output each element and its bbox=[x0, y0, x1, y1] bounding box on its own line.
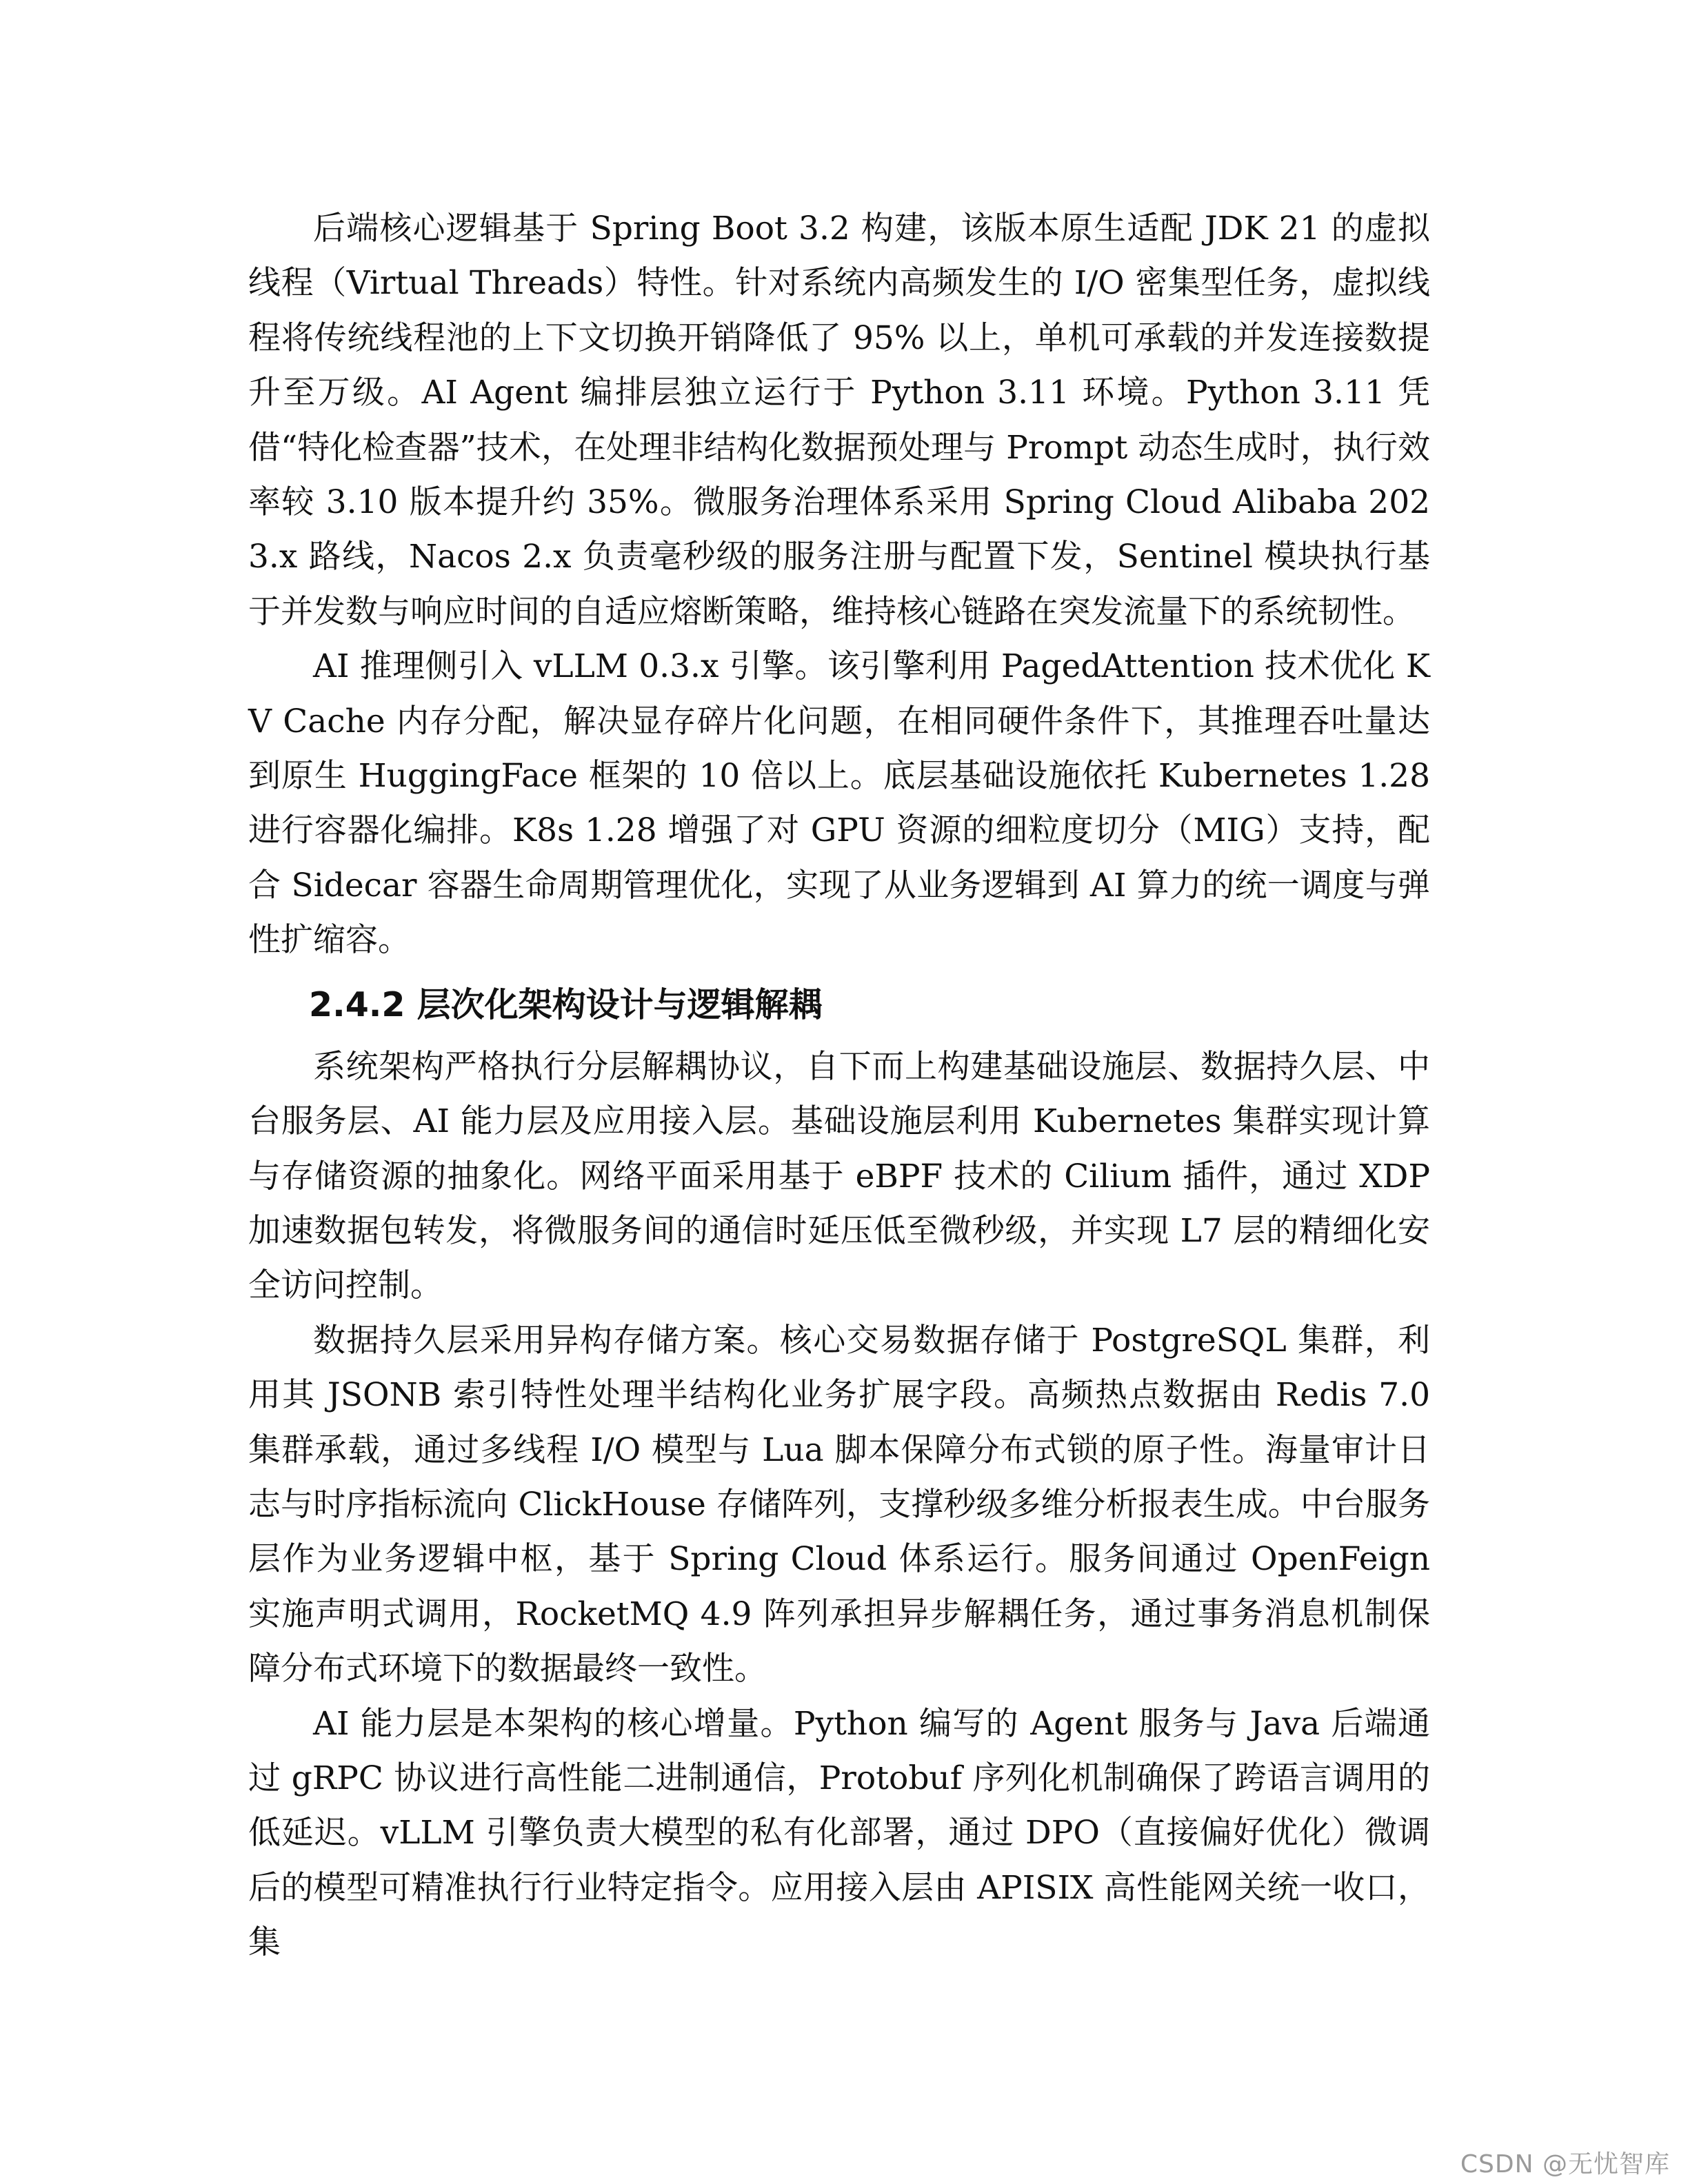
csdn-watermark: CSDN @无忧智库 bbox=[1460, 2150, 1670, 2178]
paragraph-data-persistence: 数据持久层采用异构存储方案。核心交易数据存储于 PostgreSQL 集群，利用其 JSONB 索引特性处理半结构化业务扩展字段。高频热点数据由 Redis 7.0 集群承载，通过多线程 I/O 模型与 Lua 脚本保障分布式锁的原子性。海量审计日志与时序指标流向 ClickHouse 存储阵列，支撑秒级多维分析报表生成。中台服务层作为业务逻辑中枢，基于 Spring Cloud 体系运行。服务间通过 OpenFeign 实施声明式调用，RocketMQ 4.9 阵列承担异步解耦任务，通过事务消息机制保障分布式环境下的数据最终一致性。 bbox=[248, 1321, 1430, 1688]
paragraph-ai-inference: AI 推理侧引入 vLLM 0.3.x 引擎。该引擎利用 PagedAttention 技术优化 KV Cache 内存分配，解决显存碎片化问题，在相同硬件条件下，其推理吞吐量达到原生 HuggingFace 框架的 10 倍以上。底层基础设施依托 Kubernetes 1.28 进行容器化编排。K8s 1.28 增强了对 GPU 资源的细粒度切分（MIG）支持，配合 Sidecar 容器生命周期管理优化，实现了从业务逻辑到 AI 算力的统一调度与弹性扩缩容。 bbox=[248, 647, 1430, 960]
section-heading: 2.4.2 层次化架构设计与逻辑解耦 bbox=[309, 984, 823, 1024]
paragraph-ai-capability: AI 能力层是本架构的核心增量。Python 编写的 Agent 服务与 Java 后端通过 gRPC 协议进行高性能二进制通信，Protobuf 序列化机制确保了跨语言调用的低延迟。vLLM 引擎负责大模型的私有化部署，通过 DPO（直接偏好优化）微调后的模型可精准执行行业特定指令。应用接入层由 APISIX 高性能网关统一收口，集 bbox=[248, 1704, 1430, 1962]
paragraph-layered-architecture: 系统架构严格执行分层解耦协议，自下而上构建基础设施层、数据持久层、中台服务层、AI 能力层及应用接入层。基础设施层利用 Kubernetes 集群实现计算与存储资源的抽象化。网络平面采用基于 eBPF 技术的 Cilium 插件，通过 XDP 加速数据包转发，将微服务间的通信时延压低至微秒级，并实现 L7 层的精细化安全访问控制。 bbox=[248, 1047, 1430, 1305]
document-page bbox=[248, 201, 1430, 1970]
paragraph-backend-core: 后端核心逻辑基于 Spring Boot 3.2 构建，该版本原生适配 JDK 21 的虚拟线程（Virtual Threads）特性。针对系统内高频发生的 I/O 密集型任务，虚拟线程将传统线程池的上下文切换开销降低了 95% 以上，单机可承载的并发连接数提升至万级。AI Agent 编排层独立运行于 Python 3.11 环境。Python 3.11 凭借“特化检查器”技术，在处理非结构化数据预处理与 Prompt 动态生成时，执行效率较 3.10 版本提升约 35%。微服务治理体系采用 Spring Cloud Alibaba 2023.x 路线，Nacos 2.x 负责毫秒级的服务注册与配置下发，Sentinel 模块执行基于并发数与响应时间的自适应熔断策略，维持核心链路在突发流量下的系统韧性。 bbox=[248, 210, 1430, 631]
